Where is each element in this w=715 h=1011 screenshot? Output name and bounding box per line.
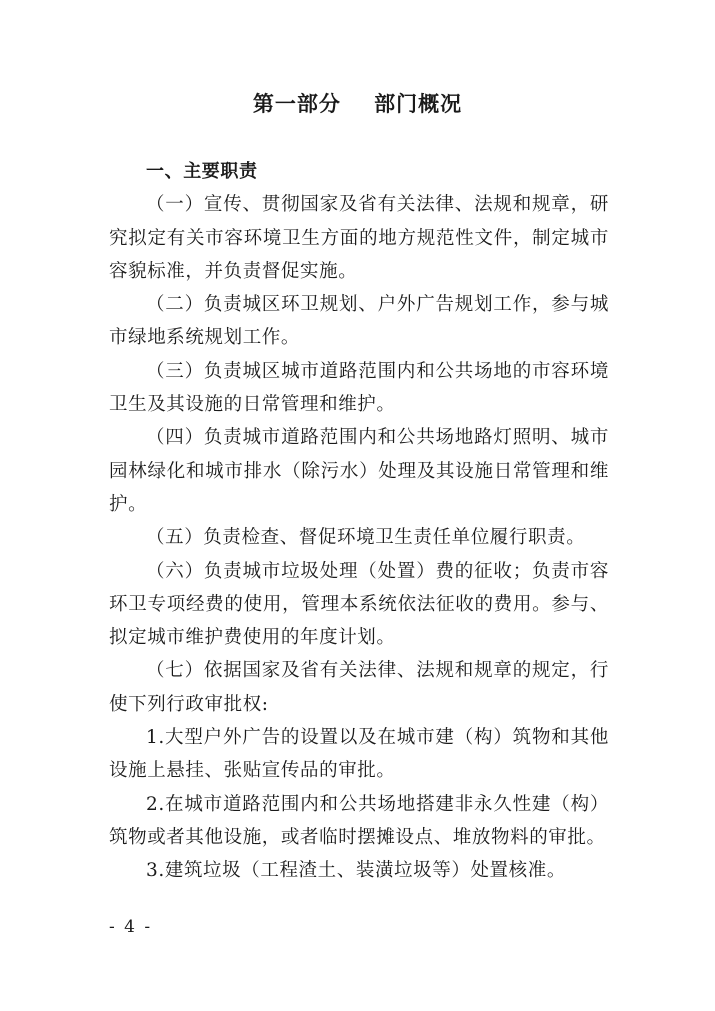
duty-paragraph-1: （一）宣传、贯彻国家及省有关法律、法规和规章，研究拟定有关市容环境卫生方面的地方规范性文件，制定城市容貌标准，并负责督促实施。: [109, 194, 609, 282]
duty-paragraph-5: （五）负责检查、督促环境卫生责任单位履行职责。: [146, 527, 586, 549]
section-heading: 一、主要职责: [146, 161, 258, 182]
duty-paragraph-4: （四）负责城市道路范围内和公共场地路灯照明、城市园林绿化和城市排水（除污水）处理及其设施日常管理和维护。: [109, 427, 609, 515]
approval-item-2: 2.在城市道路范围内和公共场地搭建非永久性建（构）筑物或者其他设施，或者临时摆摊设点、堆放物料的审批。: [109, 793, 609, 848]
approval-item-3: 3.建筑垃圾（工程渣土、装潢垃圾等）处置核准。: [146, 860, 566, 882]
document-body: [109, 155, 609, 888]
duty-paragraph-7: （七）依据国家及省有关法律、法规和规章的规定，行使下列行政审批权:: [109, 660, 609, 715]
duty-paragraph-3: （三）负责城区城市道路范围内和公共场地的市容环境卫生及其设施的日常管理和维护。: [109, 360, 609, 416]
approval-item-1: 1.大型户外广告的设置以及在城市建（构）筑物和其他设施上悬挂、张贴宣传品的审批。: [109, 727, 609, 782]
duty-paragraph-6: （六）负责城市垃圾处理（处置）费的征收；负责市容环卫专项经费的使用，管理本系统依法征收的费用。参与、拟定城市维护费使用的年度计划。: [109, 560, 609, 649]
page-title: 第一部分 部门概况: [252, 92, 463, 116]
duty-paragraph-2: （二）负责城区环卫规划、户外广告规划工作，参与城市绿地系统规划工作。: [109, 294, 609, 349]
page-number: - 4 -: [109, 917, 153, 937]
